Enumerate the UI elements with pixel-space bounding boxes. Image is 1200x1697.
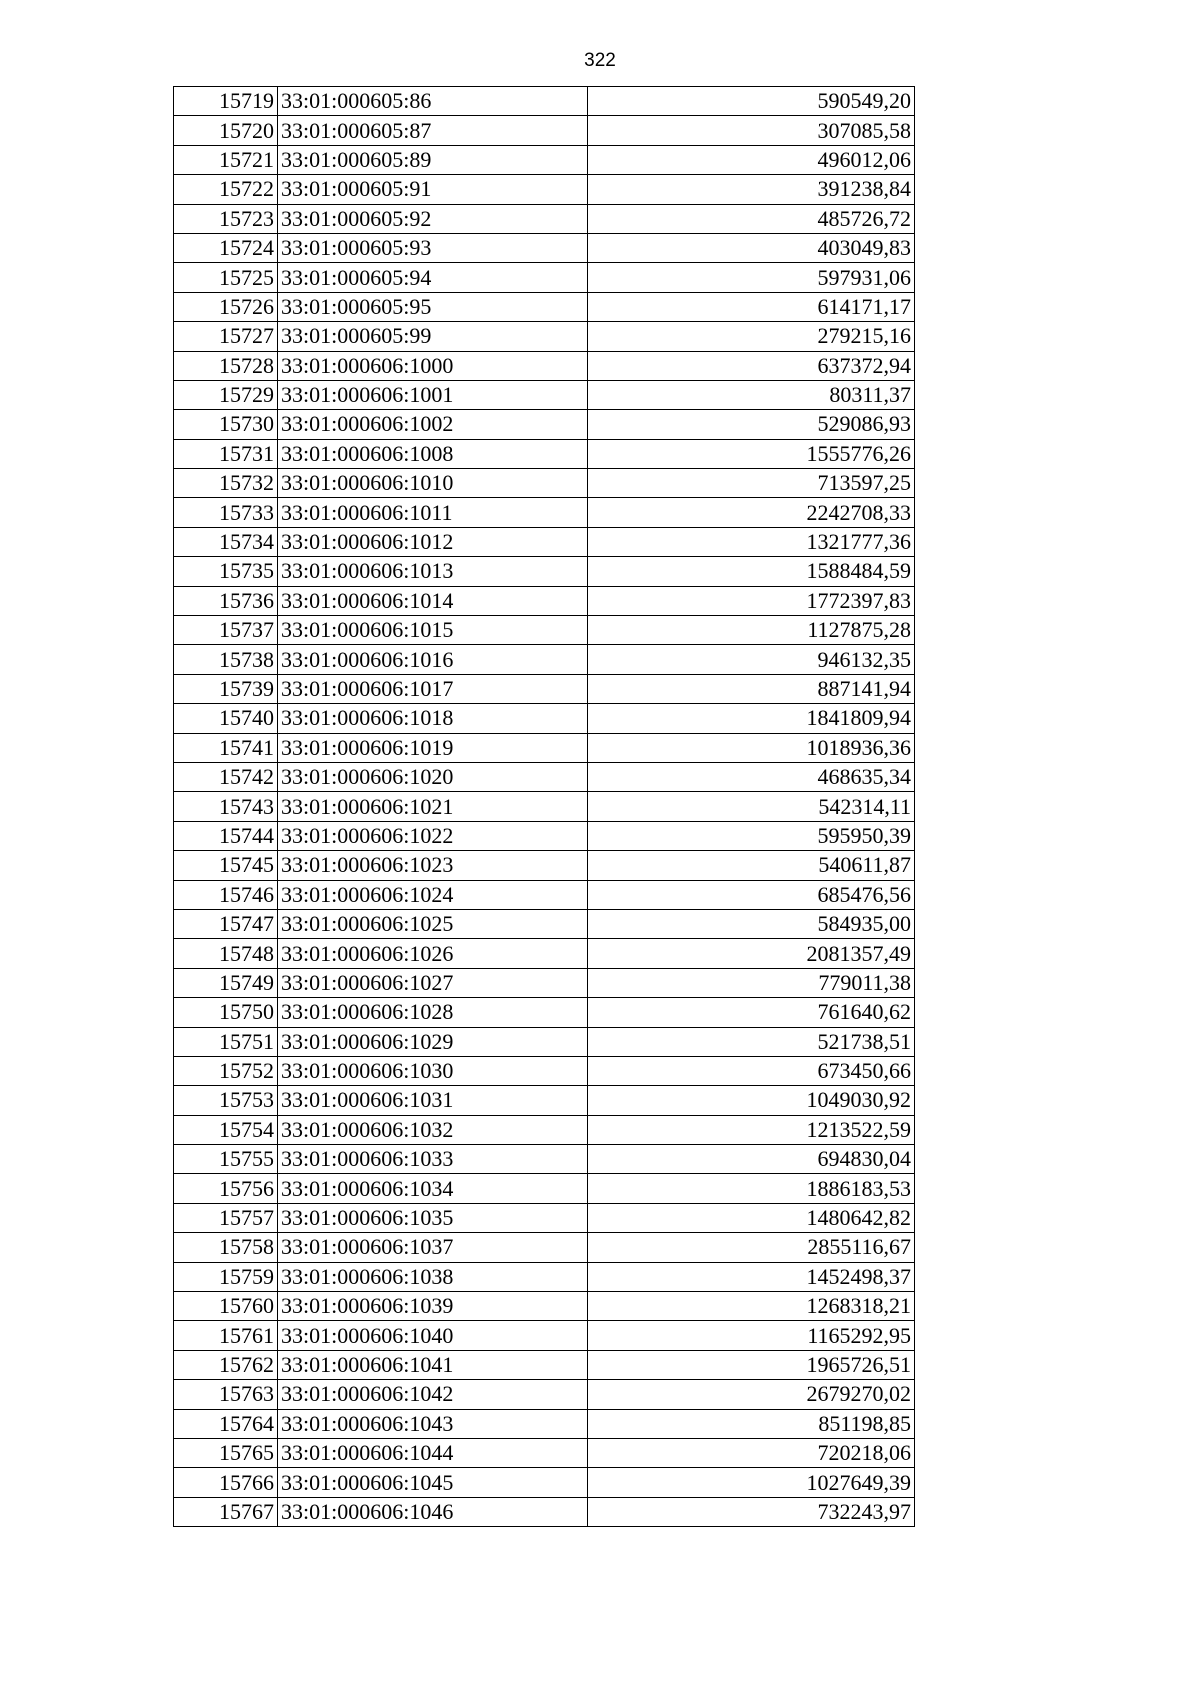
row-number-cell: 15744 xyxy=(174,821,278,850)
cadastral-number-cell: 33:01:000606:1012 xyxy=(278,527,588,556)
cadastral-number-cell: 33:01:000606:1020 xyxy=(278,762,588,791)
cadastral-value-cell: 595950,39 xyxy=(588,821,915,850)
table-row xyxy=(174,909,915,938)
cadastral-number-cell: 33:01:000606:1000 xyxy=(278,351,588,380)
cadastral-value-cell: 761640,62 xyxy=(588,998,915,1027)
cadastral-value-cell: 2855116,67 xyxy=(588,1233,915,1262)
table-row xyxy=(174,1468,915,1497)
cadastral-number-cell: 33:01:000606:1040 xyxy=(278,1321,588,1350)
table-row xyxy=(174,674,915,703)
row-number-cell: 15739 xyxy=(174,674,278,703)
row-number-cell: 15721 xyxy=(174,145,278,174)
table-row xyxy=(174,145,915,174)
cadastral-number-cell: 33:01:000606:1037 xyxy=(278,1233,588,1262)
table-row xyxy=(174,263,915,292)
row-number-cell: 15719 xyxy=(174,87,278,116)
row-number-cell: 15740 xyxy=(174,704,278,733)
row-number-cell: 15759 xyxy=(174,1262,278,1291)
row-number-cell: 15734 xyxy=(174,527,278,556)
cadastral-value-cell: 279215,16 xyxy=(588,322,915,351)
table-row xyxy=(174,351,915,380)
cadastral-value-cell: 673450,66 xyxy=(588,1056,915,1085)
table-row xyxy=(174,233,915,262)
table-row xyxy=(174,1086,915,1115)
row-number-cell: 15725 xyxy=(174,263,278,292)
cadastral-value-cell: 1213522,59 xyxy=(588,1115,915,1144)
cadastral-value-cell: 637372,94 xyxy=(588,351,915,380)
row-number-cell: 15766 xyxy=(174,1468,278,1497)
row-number-cell: 15750 xyxy=(174,998,278,1027)
cadastral-value-cell: 468635,34 xyxy=(588,762,915,791)
cadastral-number-cell: 33:01:000606:1044 xyxy=(278,1438,588,1467)
row-number-cell: 15748 xyxy=(174,939,278,968)
cadastral-value-cell: 779011,38 xyxy=(588,968,915,997)
table-row xyxy=(174,821,915,850)
table-row xyxy=(174,1203,915,1232)
cadastral-value-cell: 542314,11 xyxy=(588,792,915,821)
cadastral-value-cell: 1886183,53 xyxy=(588,1174,915,1203)
row-number-cell: 15736 xyxy=(174,586,278,615)
cadastral-number-cell: 33:01:000606:1001 xyxy=(278,380,588,409)
cadastral-number-cell: 33:01:000605:99 xyxy=(278,322,588,351)
table-row xyxy=(174,1497,915,1526)
cadastral-number-cell: 33:01:000606:1015 xyxy=(278,616,588,645)
cadastral-number-cell: 33:01:000606:1032 xyxy=(278,1115,588,1144)
cadastral-number-cell: 33:01:000606:1035 xyxy=(278,1203,588,1232)
cadastral-number-cell: 33:01:000606:1013 xyxy=(278,557,588,586)
cadastral-number-cell: 33:01:000606:1024 xyxy=(278,880,588,909)
table-row xyxy=(174,292,915,321)
table-row xyxy=(174,968,915,997)
table-row xyxy=(174,1438,915,1467)
cadastral-value-cell: 403049,83 xyxy=(588,233,915,262)
cadastral-value-cell: 946132,35 xyxy=(588,645,915,674)
cadastral-number-cell: 33:01:000606:1025 xyxy=(278,909,588,938)
cadastral-value-cell: 496012,06 xyxy=(588,145,915,174)
cadastral-value-cell: 614171,17 xyxy=(588,292,915,321)
row-number-cell: 15761 xyxy=(174,1321,278,1350)
cadastral-value-cell: 685476,56 xyxy=(588,880,915,909)
cadastral-value-cell: 540611,87 xyxy=(588,851,915,880)
table-row xyxy=(174,410,915,439)
cadastral-number-cell: 33:01:000606:1046 xyxy=(278,1497,588,1526)
table-body xyxy=(174,87,915,1527)
table-row xyxy=(174,469,915,498)
cadastral-number-cell: 33:01:000606:1018 xyxy=(278,704,588,733)
table-row xyxy=(174,616,915,645)
table-row xyxy=(174,87,915,116)
cadastral-value-cell: 80311,37 xyxy=(588,380,915,409)
table-row xyxy=(174,1350,915,1379)
table-row xyxy=(174,204,915,233)
table-row xyxy=(174,527,915,556)
cadastral-number-cell: 33:01:000606:1029 xyxy=(278,1027,588,1056)
cadastral-number-cell: 33:01:000605:87 xyxy=(278,116,588,145)
cadastral-value-cell: 851198,85 xyxy=(588,1409,915,1438)
table-row xyxy=(174,939,915,968)
cadastral-value-cell: 1480642,82 xyxy=(588,1203,915,1232)
table-row xyxy=(174,733,915,762)
table-row xyxy=(174,380,915,409)
row-number-cell: 15745 xyxy=(174,851,278,880)
row-number-cell: 15765 xyxy=(174,1438,278,1467)
table-row xyxy=(174,175,915,204)
cadastral-number-cell: 33:01:000606:1034 xyxy=(278,1174,588,1203)
row-number-cell: 15738 xyxy=(174,645,278,674)
table-row xyxy=(174,557,915,586)
cadastral-number-cell: 33:01:000606:1033 xyxy=(278,1145,588,1174)
table-row xyxy=(174,1409,915,1438)
cadastral-value-cell: 713597,25 xyxy=(588,469,915,498)
page-number: 322 xyxy=(584,50,616,71)
cadastral-number-cell: 33:01:000606:1042 xyxy=(278,1380,588,1409)
row-number-cell: 15722 xyxy=(174,175,278,204)
row-number-cell: 15728 xyxy=(174,351,278,380)
cadastral-value-cell: 732243,97 xyxy=(588,1497,915,1526)
cadastral-value-cell: 485726,72 xyxy=(588,204,915,233)
cadastral-number-cell: 33:01:000606:1030 xyxy=(278,1056,588,1085)
table-row xyxy=(174,322,915,351)
table-row xyxy=(174,586,915,615)
cadastral-number-cell: 33:01:000605:92 xyxy=(278,204,588,233)
cadastral-value-cell: 1772397,83 xyxy=(588,586,915,615)
cadastral-number-cell: 33:01:000606:1017 xyxy=(278,674,588,703)
row-number-cell: 15731 xyxy=(174,439,278,468)
cadastral-value-cell: 694830,04 xyxy=(588,1145,915,1174)
row-number-cell: 15747 xyxy=(174,909,278,938)
row-number-cell: 15743 xyxy=(174,792,278,821)
table-row xyxy=(174,1292,915,1321)
row-number-cell: 15723 xyxy=(174,204,278,233)
cadastral-value-cell: 1018936,36 xyxy=(588,733,915,762)
table-row xyxy=(174,498,915,527)
cadastral-number-cell: 33:01:000606:1026 xyxy=(278,939,588,968)
cadastral-value-cell: 1965726,51 xyxy=(588,1350,915,1379)
cadastral-value-cell: 1555776,26 xyxy=(588,439,915,468)
cadastral-value-cell: 2679270,02 xyxy=(588,1380,915,1409)
row-number-cell: 15756 xyxy=(174,1174,278,1203)
row-number-cell: 15720 xyxy=(174,116,278,145)
cadastral-number-cell: 33:01:000606:1028 xyxy=(278,998,588,1027)
table-row xyxy=(174,1174,915,1203)
cadastral-value-cell: 1049030,92 xyxy=(588,1086,915,1115)
table-row xyxy=(174,1145,915,1174)
row-number-cell: 15724 xyxy=(174,233,278,262)
table-row xyxy=(174,851,915,880)
cadastral-number-cell: 33:01:000606:1014 xyxy=(278,586,588,615)
table-row xyxy=(174,1321,915,1350)
cadastral-number-cell: 33:01:000606:1041 xyxy=(278,1350,588,1379)
table-row xyxy=(174,762,915,791)
cadastral-value-cell: 597931,06 xyxy=(588,263,915,292)
table-row xyxy=(174,880,915,909)
cadastral-number-cell: 33:01:000605:86 xyxy=(278,87,588,116)
cadastral-value-cell: 590549,20 xyxy=(588,87,915,116)
cadastral-value-cell: 1321777,36 xyxy=(588,527,915,556)
row-number-cell: 15726 xyxy=(174,292,278,321)
row-number-cell: 15742 xyxy=(174,762,278,791)
cadastral-number-cell: 33:01:000606:1022 xyxy=(278,821,588,850)
row-number-cell: 15751 xyxy=(174,1027,278,1056)
row-number-cell: 15735 xyxy=(174,557,278,586)
cadastral-value-cell: 391238,84 xyxy=(588,175,915,204)
row-number-cell: 15730 xyxy=(174,410,278,439)
cadastral-number-cell: 33:01:000606:1031 xyxy=(278,1086,588,1115)
cadastral-value-cell: 1027649,39 xyxy=(588,1468,915,1497)
cadastral-number-cell: 33:01:000605:93 xyxy=(278,233,588,262)
row-number-cell: 15763 xyxy=(174,1380,278,1409)
cadastral-number-cell: 33:01:000606:1019 xyxy=(278,733,588,762)
row-number-cell: 15749 xyxy=(174,968,278,997)
cadastral-number-cell: 33:01:000606:1038 xyxy=(278,1262,588,1291)
cadastral-number-cell: 33:01:000606:1008 xyxy=(278,439,588,468)
cadastral-number-cell: 33:01:000605:95 xyxy=(278,292,588,321)
cadastral-value-cell: 1588484,59 xyxy=(588,557,915,586)
cadastral-value-cell: 1268318,21 xyxy=(588,1292,915,1321)
row-number-cell: 15753 xyxy=(174,1086,278,1115)
cadastral-number-cell: 33:01:000606:1023 xyxy=(278,851,588,880)
table-row xyxy=(174,1027,915,1056)
cadastral-number-cell: 33:01:000606:1045 xyxy=(278,1468,588,1497)
cadastral-value-cell: 307085,58 xyxy=(588,116,915,145)
table-row xyxy=(174,1115,915,1144)
cadastral-value-cell: 2242708,33 xyxy=(588,498,915,527)
cadastral-value-cell: 1841809,94 xyxy=(588,704,915,733)
table-row xyxy=(174,1056,915,1085)
row-number-cell: 15741 xyxy=(174,733,278,762)
row-number-cell: 15755 xyxy=(174,1145,278,1174)
row-number-cell: 15758 xyxy=(174,1233,278,1262)
table-row xyxy=(174,1233,915,1262)
row-number-cell: 15733 xyxy=(174,498,278,527)
table-row xyxy=(174,116,915,145)
table-row xyxy=(174,704,915,733)
cadastral-value-cell: 529086,93 xyxy=(588,410,915,439)
cadastral-value-cell: 521738,51 xyxy=(588,1027,915,1056)
row-number-cell: 15727 xyxy=(174,322,278,351)
row-number-cell: 15729 xyxy=(174,380,278,409)
row-number-cell: 15746 xyxy=(174,880,278,909)
row-number-cell: 15760 xyxy=(174,1292,278,1321)
cadastral-number-cell: 33:01:000605:91 xyxy=(278,175,588,204)
cadastral-number-cell: 33:01:000605:89 xyxy=(278,145,588,174)
cadastral-value-cell: 1127875,28 xyxy=(588,616,915,645)
table-row xyxy=(174,1262,915,1291)
cadastral-value-cell: 2081357,49 xyxy=(588,939,915,968)
cadastral-value-cell: 1452498,37 xyxy=(588,1262,915,1291)
cadastral-value-cell: 720218,06 xyxy=(588,1438,915,1467)
cadastral-number-cell: 33:01:000606:1016 xyxy=(278,645,588,674)
table-row xyxy=(174,998,915,1027)
row-number-cell: 15757 xyxy=(174,1203,278,1232)
row-number-cell: 15764 xyxy=(174,1409,278,1438)
cadastral-value-cell: 887141,94 xyxy=(588,674,915,703)
cadastral-number-cell: 33:01:000606:1039 xyxy=(278,1292,588,1321)
table-row xyxy=(174,792,915,821)
table-row xyxy=(174,645,915,674)
row-number-cell: 15737 xyxy=(174,616,278,645)
cadastral-number-cell: 33:01:000606:1010 xyxy=(278,469,588,498)
table-row xyxy=(174,439,915,468)
row-number-cell: 15754 xyxy=(174,1115,278,1144)
cadastral-number-cell: 33:01:000606:1043 xyxy=(278,1409,588,1438)
cadastral-number-cell: 33:01:000606:1021 xyxy=(278,792,588,821)
cadastral-number-cell: 33:01:000606:1027 xyxy=(278,968,588,997)
cadastral-number-cell: 33:01:000606:1002 xyxy=(278,410,588,439)
row-number-cell: 15762 xyxy=(174,1350,278,1379)
cadastral-number-cell: 33:01:000606:1011 xyxy=(278,498,588,527)
cadastral-value-cell: 584935,00 xyxy=(588,909,915,938)
cadastral-value-cell: 1165292,95 xyxy=(588,1321,915,1350)
row-number-cell: 15752 xyxy=(174,1056,278,1085)
cadastral-number-cell: 33:01:000605:94 xyxy=(278,263,588,292)
row-number-cell: 15767 xyxy=(174,1497,278,1526)
cadastral-value-table xyxy=(173,86,915,1527)
table-row xyxy=(174,1380,915,1409)
row-number-cell: 15732 xyxy=(174,469,278,498)
